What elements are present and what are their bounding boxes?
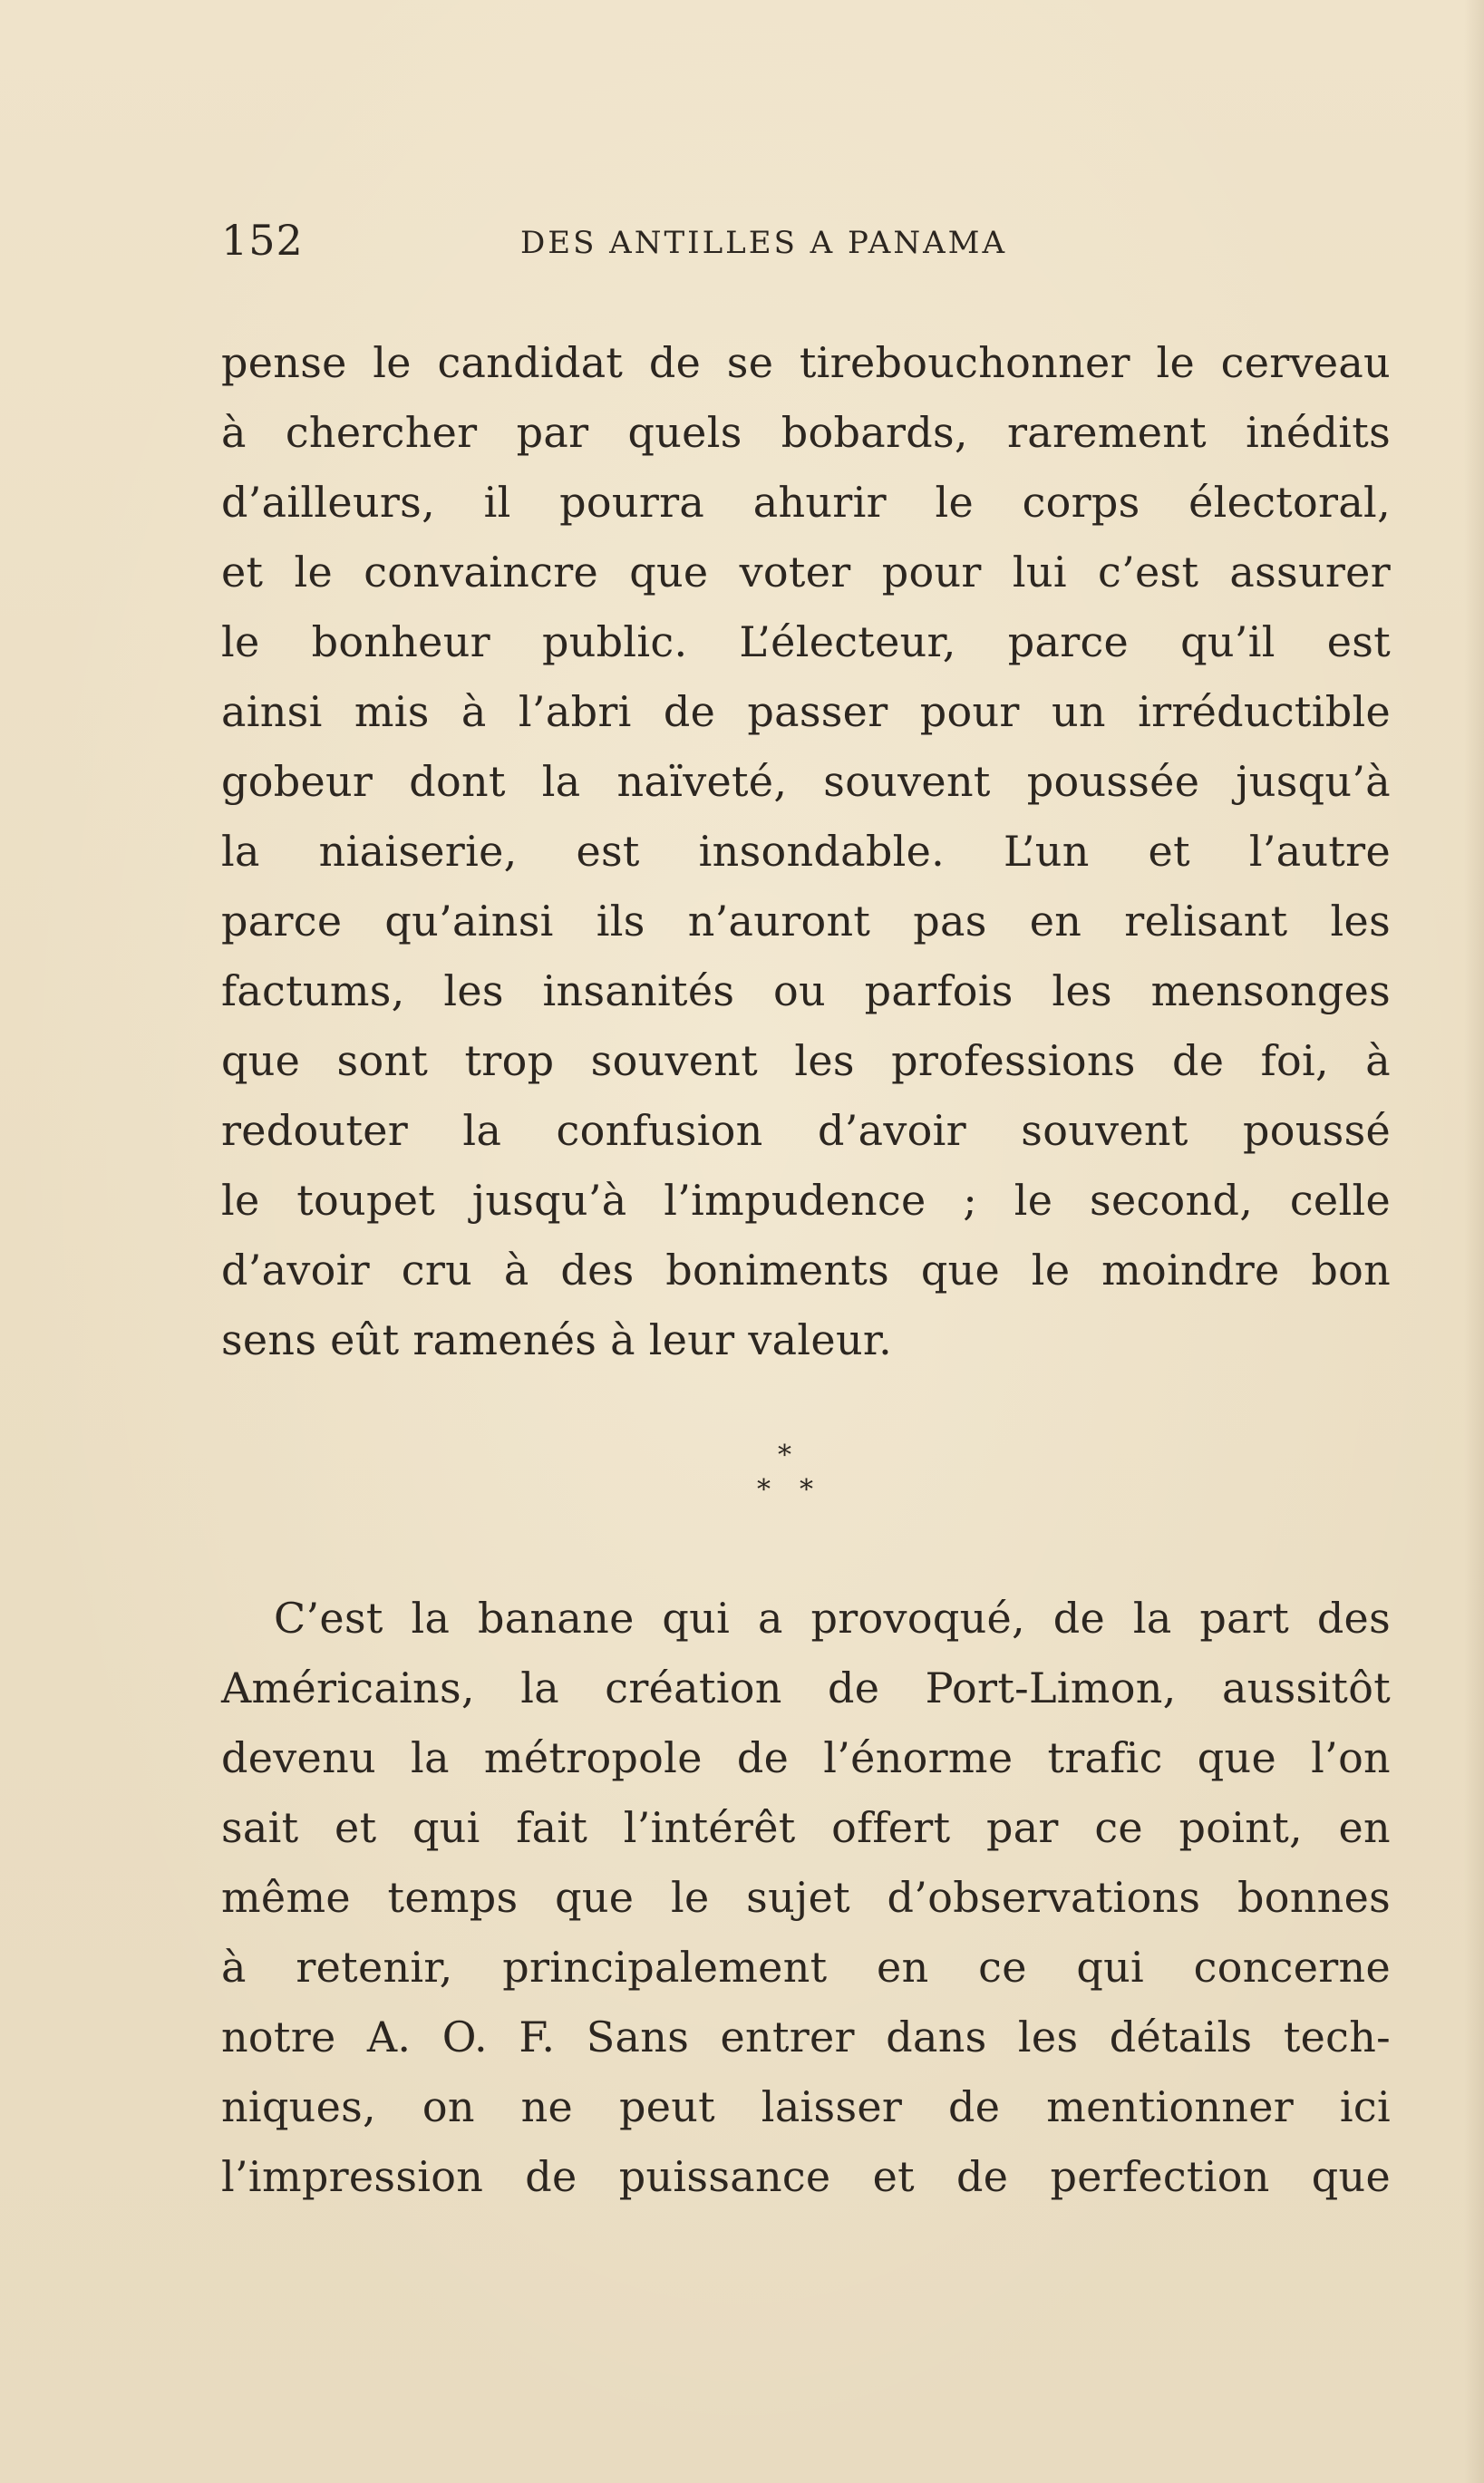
text-line: niques, on ne peut laisser de mentionner ici: [221, 2082, 1391, 2131]
text-line: notre A. O. F. Sans entrer dans les détails tech-: [221, 2013, 1391, 2061]
asterism-star: *: [800, 1474, 813, 1506]
text-line: à retenir, principalement en ce qui concerne: [221, 1943, 1391, 1992]
text-line: et le convaincre que voter pour lui c’est assurer: [221, 548, 1391, 597]
text-line: d’avoir cru à des boniments que le moindre bon: [221, 1246, 1391, 1295]
page-edge-shadow: [1464, 0, 1484, 2483]
text-line: devenu la métropole de l’énorme trafic que l’on: [221, 1733, 1391, 1782]
running-head: DES ANTILLES A PANAMA: [520, 225, 1008, 261]
text-line: sens eût ramenés à leur valeur.: [221, 1315, 893, 1364]
text-line: C’est la banane qui a provoqué, de la part des: [274, 1594, 1391, 1643]
text-line: ainsi mis à l’abri de passer pour un irréductible: [221, 687, 1391, 736]
text-line: factums, les insanités ou parfois les mensonges: [221, 966, 1391, 1015]
text-line: que sont trop souvent les professions de foi, à: [221, 1036, 1391, 1085]
page-header: [221, 216, 1391, 270]
text-line: sait et qui fait l’intérêt offert par ce point, en: [221, 1803, 1391, 1852]
text-line: l’impression de puissance et de perfection que: [221, 2152, 1391, 2201]
page-number: 152: [221, 216, 304, 265]
text-line: gobeur dont la naïveté, souvent poussée jusqu’à: [221, 757, 1391, 806]
asterism-star: *: [778, 1440, 791, 1471]
text-line: redouter la confusion d’avoir souvent poussé: [221, 1106, 1391, 1155]
text-line: d’ailleurs, il pourra ahurir le corps électoral,: [221, 478, 1391, 527]
text-line: à chercher par quels bobards, rarement inédits: [221, 408, 1391, 457]
text-line: même temps que le sujet d’observations bonnes: [221, 1873, 1391, 1922]
text-line: Américains, la création de Port-Limon, aussitôt: [221, 1663, 1391, 1712]
text-line: pense le candidat de se tirebouchonner le cerveau: [221, 338, 1391, 387]
text-line: parce qu’ainsi ils n’auront pas en relisant les: [221, 897, 1391, 946]
paragraph-new: [221, 1584, 1391, 2212]
asterism-star: *: [757, 1474, 771, 1506]
text-line: le toupet jusqu’à l’impudence ; le second, celle: [221, 1176, 1391, 1225]
section-break-asterism: [743, 1440, 852, 1521]
text-line: la niaiserie, est insondable. L’un et l’autre: [221, 827, 1391, 876]
text-line: le bonheur public. L’électeur, parce qu’il est: [221, 617, 1391, 666]
paragraph-continued: [221, 328, 1391, 1375]
